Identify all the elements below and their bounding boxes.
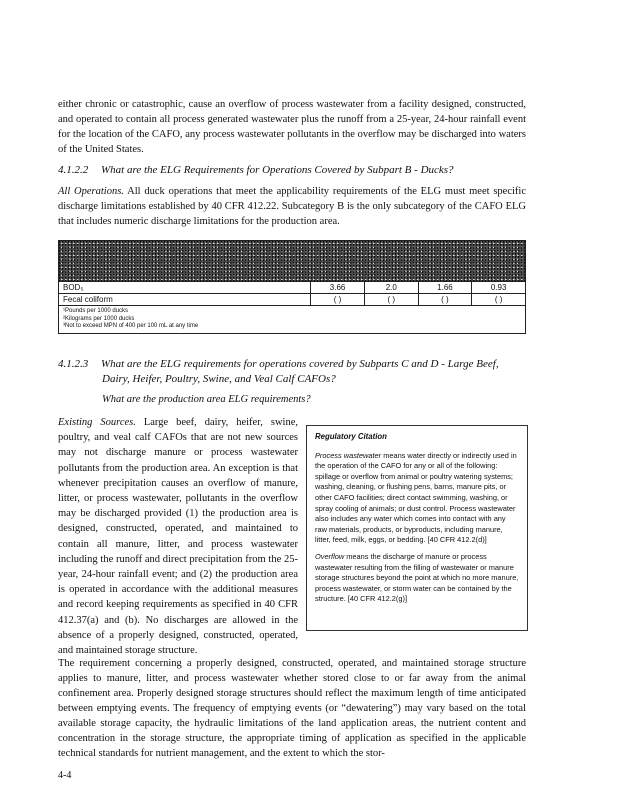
table-footnote: ³Not to exceed MPN of 400 per 100 mL at any time [63, 323, 199, 329]
table-row [59, 282, 526, 294]
citation-term: Process wastewater [315, 450, 382, 460]
table-footnotes [59, 306, 526, 334]
table-header-row [59, 241, 526, 282]
citation-term: Overflow [315, 551, 345, 561]
table-cell: ( ) [311, 294, 365, 306]
section-4122-lead: All Operations. [58, 186, 124, 197]
table-footnotes-row [59, 306, 526, 334]
citation-process-wastewater [315, 451, 519, 546]
section-4123-number: 4.1.2.3 [58, 358, 89, 370]
table-row [59, 294, 526, 306]
section-4122-body: All duck operations that meet the applicability requirements of the ELG must meet specific discharge limitations established by 40 CFR 412.22. Subcategory B is the only subcategory of the CAFO ELG that includes numeric discharge limitations for the production area. [58, 186, 526, 227]
existing-sources-paragraph [58, 415, 298, 658]
section-4123-title-line2: Dairy, Heifer, Poultry, Swine, and Veal Calf CAFOs? [102, 373, 336, 385]
bottom-paragraph: The requirement concerning a properly designed, constructed, operated, and maintained storage structure applies to manure, litter, and process wastewater whether stored close to or far away from the animal confinement area. Properly designed storage structures should reflect the maximum length of time anticipated between emptying events. The frequency of emptying events (or “dewatering”) may vary based on the total available storage capacity, the hydraulic limitations of the land application areas, the nutrient content and concentration in the storage structure, the appropriate timing of application as specified in the applicable technical standards for nutrient management, and the extent to which the stor- [58, 658, 526, 759]
table-cell: ( ) [472, 294, 526, 306]
table-cell: 3.66 [311, 282, 365, 294]
table-cell: ( ) [418, 294, 472, 306]
table-row-label: Fecal coliform [59, 294, 311, 306]
regulatory-citation-box [306, 425, 528, 631]
table-footnote: ¹Pounds per 1000 ducks [63, 308, 129, 314]
table-cell: 1.66 [418, 282, 472, 294]
page-number: 4-4 [58, 770, 72, 781]
section-4122-paragraph [58, 184, 526, 229]
citation-overflow [315, 552, 519, 605]
table-header-cell [59, 241, 526, 282]
section-4122-title: What are the ELG Requirements for Operations Covered by Subpart B - Ducks? [101, 164, 454, 176]
table-header-shading [59, 241, 525, 281]
section-4122-heading [58, 163, 454, 178]
table-cell: ( ) [364, 294, 418, 306]
top-paragraph: either chronic or catastrophic, cause an overflow of process wastewater from a facility designed, constructed, and operated to contain all process generated wastewater plus the runoff from a 25-year, 24-hour rainfall event for the location of the CAFO, any process wastewater pollutants in the overflow may be discharged into waters of the United States. [58, 99, 526, 155]
table-cell: 2.0 [364, 282, 418, 294]
existing-sources-body: Large beef, dairy, heifer, swine, poultry, and veal calf CAFOs that are not new sources may not discharge manure or process wastewater pollutants from the production area. An exception is that whenever precipitation causes an overflow of manure, litter, or process wastewater, pollutants in the overflow may be discharged provided (1) the production area is designed, constructed, operated, and maintained to contain all manure, litter, and process wastewater including the runoff and direct precipitation from the 25-year, 24-hour rainfall event; and (2) the production area is operated in accordance with the additional measures and record keeping requirements as specified in 40 CFR 412.37(a) and (b). No discharges are allowed in the absence of a properly designed, constructed, operated, and maintained storage structure. [58, 417, 299, 657]
table-cell: 0.93 [472, 282, 526, 294]
existing-sources-lead: Existing Sources. [58, 417, 136, 428]
table-footnote: ²Kilograms per 1000 ducks [63, 315, 135, 322]
section-4122-number: 4.1.2.2 [58, 164, 89, 176]
citation-title: Regulatory Citation [315, 432, 387, 441]
production-area-subheading: What are the production area ELG requirements? [102, 394, 311, 405]
citation-definition: means the discharge of manure or process wastewater resulting from the filling of wastewater or manure storage structures beyond the point at which no more manure, process wastewater, or storm water can be contained by the structure. [40 CFR 412.2(g)] [315, 551, 519, 604]
table-row-label: BOD₅ [59, 282, 311, 294]
citation-definition: means water directly or indirectly used in the operation of the CAFO for any or all of the following: spillage or overflow from animal or poultry watering systems; washing, cleaning, or flushing pens, barns, manure pits, or other CAFO facilities; direct contact swimming, washing, or spray cooling of animals; or dust control. Process wastewater also includes any water which comes into contact with any raw materials, products, or byproducts, including manure, litter, feed, milk, eggs, or bedding. [40 CFR 412.2(d)] [315, 450, 517, 545]
section-4123-heading [58, 357, 499, 387]
elg-limits-table [58, 240, 526, 334]
section-4123-title-line1: What are the ELG requirements for operations covered by Subparts C and D - Large Beef, [101, 358, 499, 370]
